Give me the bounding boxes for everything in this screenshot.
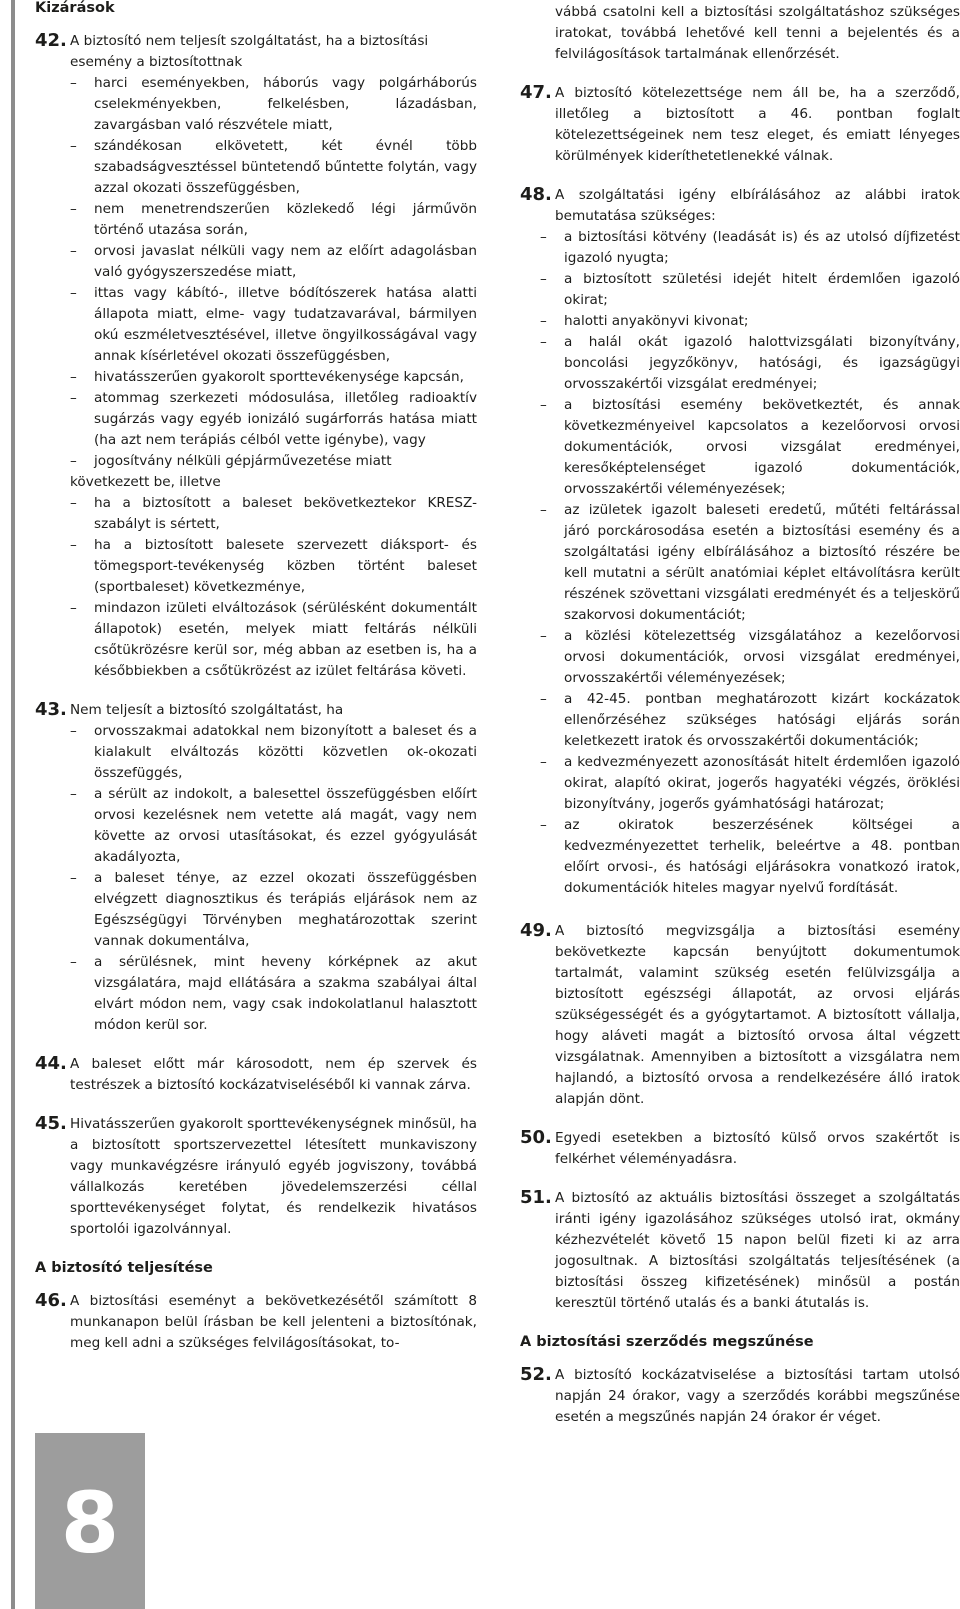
section-51 xyxy=(520,1188,960,1314)
section-number: 51. xyxy=(520,1187,552,1208)
section-text: A baleset előtt már károsodott, nem ép szervek és testrészek a biztosító kockázatviseléséből ki vannak zárva. xyxy=(70,1056,477,1093)
section-number: 45. xyxy=(35,1113,67,1134)
list-item: – a baleset ténye, az ezzel okozati összefüggésben elvégzett diagnosztikus és terápiás eljárások nem az Egészségügyi Törvényben meghatározottak szerint vannak dokumentálva, xyxy=(70,868,477,952)
list-item: – a sérült az indokolt, a balesettel összefüggésben előírt orvosi kezelésnek nem vetette alá magát, vagy nem követte az orvosi utasításokat, és ezzel gyógyulását akadályozta, xyxy=(70,784,477,868)
list-item: – ha a biztosított balesete szervezett diáksport- és tömegsport-tevékenység közben történt baleset (sportbaleset) következménye, xyxy=(70,535,477,598)
list-item: – harci eseményekben, háborús vagy polgárháborús cselekményekben, felkelésben, lázadásban, zavargásban való részvétele miatt, xyxy=(70,73,477,136)
left-margin-rule xyxy=(11,0,15,1609)
list-item: – az izületek igazolt baleseti eredetű, műtéti feltárással járó porckárosodása esetén a biztosítási esemény és a szolgáltatási igény elbírálásához a biztosító részére be kell mutatni a sérült anatómiai képlet eltávolításra került részének szövettani vizsgálati eredményét és a teljeskörű szakorvosi dokumentációt; xyxy=(538,500,960,626)
section-number: 44. xyxy=(35,1053,67,1074)
list-item: – szándékosan elkövetett, két évnél több szabadságvesztéssel büntetendő bűntette folytán, vagy azzal okozati összefüggésben, xyxy=(70,136,477,199)
section-44 xyxy=(35,1054,477,1096)
section-text: A biztosítási eseményt a bekövetkezésétől számított 8 munkanapon belül írásban be kell jelenteni a biztosítónak, meg kell adni a szükséges felvilágosításokat, to- xyxy=(70,1293,477,1351)
section-47 xyxy=(520,83,960,167)
section-42 xyxy=(35,31,477,73)
list-item: – halotti anyakönyvi kivonat; xyxy=(538,311,960,332)
section-number: 49. xyxy=(520,920,552,941)
list-item: – a sérülésnek, mint heveny kórképnek az akut vizsgálatára, majd ellátására a szakma szabályai által elvárt módon nem, vagy csak indokolatlanul halasztott módon kerül sor. xyxy=(70,952,477,1036)
required-documents-list xyxy=(520,227,960,899)
section-text: A biztosító az aktuális biztosítási összeget a szolgáltatás iránti igény igazolásához szükséges utolsó irat, okmány kézhezvételét követő 15 napon belül fizeti ki az arra jogosultnak. A biztosítási szolgáltatás teljesítésének (a biztosítási összeg kifizetésének) minősül a postán keresztül történő utalás és a banki átutalás is. xyxy=(555,1190,960,1311)
section-48 xyxy=(520,185,960,227)
non-performance-list xyxy=(35,721,477,1036)
section-49 xyxy=(520,921,960,1110)
list-item: – a közlési kötelezettség vizsgálatához a kezelőorvosi orvosi dokumentációk, orvosi vizsgálat eredményei, orvosszakértői véleményezések; xyxy=(538,626,960,689)
right-column xyxy=(520,2,960,1428)
list-item: – orvosszakmai adatokkal nem bizonyított a baleset és a kialakult elváltozás közötti közvetlen ok-okozati összefüggés, xyxy=(70,721,477,784)
section-50 xyxy=(520,1128,960,1170)
exclusion-list-2 xyxy=(35,493,477,682)
section-text: A biztosító kockázatviselése a biztosítási tartam utolsó napján 24 órakor, vagy a szerződés korábbi megszűnése esetén a megszűnés napján 24 órakor ér véget. xyxy=(555,1367,960,1425)
section-intro: A biztosító nem teljesít szolgáltatást, ha a biztosítási esemény a biztosítottnak xyxy=(70,33,429,70)
section-43 xyxy=(35,700,477,721)
heading-termination: A biztosítási szerződés megszűnése xyxy=(520,1334,814,1350)
list-item: – a biztosítási kötvény (leadását is) és az utolsó díjfizetést igazoló nyugta; xyxy=(538,227,960,269)
list-item: – a 42-45. pontban meghatározott kizárt kockázatok ellenőrzéséhez szükséges hatósági eljárás során keletkezett iratok és orvosszakértői dokumentációk; xyxy=(538,689,960,752)
section-text: Egyedi esetekben a biztosító külső orvos szakértőt is felkérhet véleményadásra. xyxy=(555,1130,960,1167)
heading-exclusions: Kizárások xyxy=(35,0,115,16)
section-intro: Nem teljesít a biztosító szolgáltatást, ha xyxy=(70,702,344,718)
section-46 xyxy=(35,1291,477,1354)
section-45 xyxy=(35,1114,477,1240)
list-item: – nem menetrendszerűen közlekedő légi járművön történő utazása során, xyxy=(70,199,477,241)
section-number: 43. xyxy=(35,699,67,720)
section-number: 50. xyxy=(520,1127,552,1148)
section-number: 48. xyxy=(520,184,552,205)
list-item: – a biztosítási esemény bekövetkeztét, és annak következményeivel kapcsolatos a kezelőorvosi orvosi dokumentációk, orvosi vizsgálat eredményei, keresőképtelenséget igazoló dokumentációk, orvosszakértői véleményezések; xyxy=(538,395,960,500)
section-number: 47. xyxy=(520,82,552,103)
section-intro: A szolgáltatási igény elbírálásához az alábbi iratok bemutatása szükséges: xyxy=(555,187,960,224)
list-item: – atommag szerkezeti módosulása, illetőleg radioaktív sugárzás vagy egyéb ionizáló sugárforrás hatása miatt (ha azt nem terápiás célból vette igénybe), vagy xyxy=(70,388,477,451)
list-item: – ha a biztosított a baleset bekövetkeztekor KRESZ-szabályt is sértett, xyxy=(70,493,477,535)
list-item: – a kedvezményezett azonosítását hitelt érdemlően igazoló okirat, alapító okirat, jogerős hagyatéki végzés, öröklési bizonyítvány, jogerős gyámhatósági határozat; xyxy=(538,752,960,815)
list-item: – jogosítvány nélküli gépjárművezetése miatt xyxy=(70,451,477,472)
section-text: A biztosító megvizsgálja a biztosítási esemény bekövetkezte kapcsán benyújtott dokumentumok tartalmát, valamint szükség esetén felülvizsgálja a biztosított egészségi állapotát, az orvosi eljárás szükségességét és a gyógytartamot. A biztosított vállalja, hogy aláveti magát a biztosító orvosa által végzett vizsgálatnak. Amennyiben a biztosított a vizsgálatra nem hajlandó, a biztosító orvosa a rendelkezésére álló iratok alapján dönt. xyxy=(555,923,960,1107)
section-number: 46. xyxy=(35,1290,67,1311)
section-42-mid: következett be, illetve xyxy=(70,474,221,490)
list-item: – mindazon izületi elváltozások (sérülésként dokumentált állapotok) esetén, melyek miatt feltárás nélküli csőtükrözésre kerül sor, még abban az esetben is, ha a későbbiekben a csőtükrözést az izület feltárása követi. xyxy=(70,598,477,682)
exclusion-list xyxy=(35,73,477,472)
page-number-box xyxy=(35,1433,145,1609)
section-52 xyxy=(520,1365,960,1428)
list-item: – hivatásszerűen gyakorolt sporttevékenysége kapcsán, xyxy=(70,367,477,388)
section-number: 42. xyxy=(35,30,67,51)
section-number: 52. xyxy=(520,1364,552,1385)
list-item: – ittas vagy kábító-, illetve bódítószerek hatása alatti állapota miatt, elme- vagy tudatzavarával, bármilyen okú eszméletvesztésével, illetve öngyilkosságával vagy annak kísérletével okozati összefüggésben, xyxy=(70,283,477,367)
list-item: – a halál okát igazoló halottvizsgálati bizonyítvány, boncolási jegyzőkönyv, hatósági, és igazságügyi orvosszakértői vizsgálat eredményei; xyxy=(538,332,960,395)
heading-performance: A biztosító teljesítése xyxy=(35,1260,213,1276)
section-46-continued: vábbá csatolni kell a biztosítási szolgáltatáshoz szükséges iratokat, továbbá lehetővé kell tenni a bejelentés és a felvilágosítások tartalmának ellenőrzését. xyxy=(555,4,960,62)
list-item: – az okiratok beszerzésének költségei a kedvezményezettet terhelik, beleértve a 48. pontban előírt orvosi-, és hatósági eljárásokra vonatkozó iratok, dokumentációk hiteles magyar nyelvű fordítását. xyxy=(538,815,960,899)
page-number: 8 xyxy=(60,1474,120,1572)
section-text: A biztosító kötelezettsége nem áll be, ha a szerződő, illetőleg a biztosított a 46. pontban foglalt kötelezettségeinek nem tesz eleget, és emiatt lényeges körülmények kideríthetetlenekké válnak. xyxy=(555,85,960,164)
list-item: – a biztosított születési idejét hitelt érdemlően igazoló okirat; xyxy=(538,269,960,311)
left-column xyxy=(35,0,477,1354)
list-item: – orvosi javaslat nélküli vagy nem az előírt adagolásban való gyógyszerszedése miatt, xyxy=(70,241,477,283)
section-text: Hivatásszerűen gyakorolt sporttevékenységnek minősül, ha a biztosított sportszervezettel létesített munkaviszony vagy munkavégzésre irányuló egyéb jogviszony, továbbá vállalkozás keretében jövedelemszerzési céllal sporttevékenységet folytat, és rendelkezik hivatásos sportolói igazolvánnyal. xyxy=(70,1116,477,1237)
